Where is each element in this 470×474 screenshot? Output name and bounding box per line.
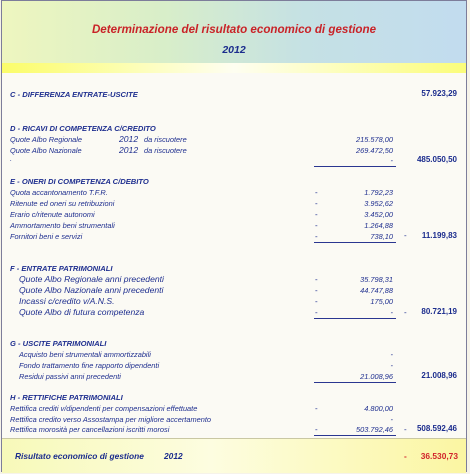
section-f-row-2-label: Quote Albo Nazionale anni precedenti bbox=[19, 285, 164, 295]
section-f-row-2-value: 44.747,88 bbox=[360, 286, 393, 295]
report-header bbox=[2, 1, 466, 63]
result-year: 2012 bbox=[164, 451, 183, 461]
section-e-row-2-label: Ritenute ed oneri su retribuzioni bbox=[10, 199, 115, 208]
section-d-rule bbox=[314, 166, 396, 167]
section-d-title: D - RICAVI DI COMPETENZA C/CREDITO bbox=[10, 124, 156, 133]
section-e-rule bbox=[314, 242, 396, 243]
section-h-row-1-value: 4.800,00 bbox=[364, 404, 393, 413]
section-f-row-3-value: 175,00 bbox=[370, 297, 393, 306]
section-e-row-5-sign: - bbox=[315, 232, 318, 241]
section-g-total: 21.008,96 bbox=[421, 371, 457, 380]
section-e-row-3-label: Erario c/ritenute autonomi bbox=[10, 210, 95, 219]
section-h-row-2-value: - bbox=[390, 415, 393, 424]
section-g-row-3-label: Residui passivi anni precedenti bbox=[19, 372, 121, 381]
section-d-row-1-year: 2012 bbox=[119, 134, 139, 144]
section-f-total: 80.721,19 bbox=[421, 307, 457, 316]
section-h-rule bbox=[314, 435, 396, 436]
section-d-row-2-note: da riscuotere bbox=[144, 146, 187, 155]
section-h-row-1-sign: - bbox=[315, 404, 318, 413]
section-d-row-2-year: 2012 bbox=[119, 145, 139, 155]
section-g-row-1-label: Acquisto beni strumentali ammortizzabili bbox=[19, 350, 151, 359]
section-e-row-5-value: 738,10 bbox=[370, 232, 393, 241]
section-d-row-2-label: Quote Albo Nazionale bbox=[10, 146, 82, 155]
section-g-row-2-label: Fondo trattamento fine rapporto dipendenti bbox=[19, 361, 160, 370]
result-value: 36.530,73 bbox=[420, 451, 458, 461]
section-e-row-4-label: Ammortamento beni strumentali bbox=[10, 221, 115, 230]
section-e-total-sign: - bbox=[404, 231, 407, 240]
section-e-row-3-value: 3.452,00 bbox=[364, 210, 393, 219]
section-e-row-5-label: Fornitori beni e servizi bbox=[10, 232, 83, 241]
section-d-row-2-value: 269.472,50 bbox=[356, 146, 393, 155]
section-f-row-4-sign: - bbox=[315, 308, 318, 317]
section-e-row-2-sign: - bbox=[315, 199, 318, 208]
section-d-row-1-label: Quote Albo Regionale bbox=[10, 135, 83, 144]
section-f-row-1-value: 35.798,31 bbox=[360, 275, 393, 284]
report-year: 2012 bbox=[222, 44, 246, 56]
section-c-title: C - DIFFERENZA ENTRATE-USCITE bbox=[10, 90, 138, 99]
section-d-dash: - bbox=[390, 156, 393, 165]
section-c-total: 57.923,29 bbox=[421, 89, 457, 98]
section-f-rule bbox=[314, 318, 396, 319]
section-f-row-3-sign: - bbox=[315, 297, 318, 306]
result-sign: - bbox=[404, 451, 407, 461]
section-g-row-1-value: - bbox=[390, 350, 393, 359]
section-g-row-3-value: 21.008,96 bbox=[360, 372, 393, 381]
section-e-title: E - ONERI DI COMPETENZA C/DEBITO bbox=[10, 177, 149, 186]
section-f-row-3-label: Incassi c/credito v/A.N.S. bbox=[19, 296, 115, 306]
section-h-row-3-sign: - bbox=[315, 425, 318, 434]
section-f-row-4-label: Quote Albo di futura competenza bbox=[19, 307, 145, 317]
section-e-row-3-sign: - bbox=[315, 210, 318, 219]
section-g-row-2-value: - bbox=[390, 361, 393, 370]
section-f-row-1-label: Quote Albo Regionale anni precedenti bbox=[19, 274, 164, 284]
result-label: Risultato economico di gestione bbox=[15, 451, 144, 461]
section-h-total-sign: - bbox=[404, 425, 407, 434]
section-d-row-1-value: 215.578,00 bbox=[356, 135, 393, 144]
section-e-row-4-value: 1.264,88 bbox=[364, 221, 393, 230]
result-footer bbox=[2, 438, 466, 473]
section-f-row-4-value: - bbox=[390, 308, 393, 317]
section-e-row-2-value: 3.952,62 bbox=[364, 199, 393, 208]
report-page bbox=[1, 0, 467, 472]
header-band bbox=[2, 63, 466, 73]
section-h-row-2-label: Rettifica credito verso Assostampa per migliore accertamento bbox=[10, 415, 211, 424]
section-e-row-1-sign: - bbox=[315, 188, 318, 197]
section-h-title: H - RETTIFICHE PATRIMONIALI bbox=[10, 393, 123, 402]
section-h-row-3-label: Rettifica morosità per cancellazioni iscritti morosi bbox=[10, 425, 170, 434]
section-f-total-sign: - bbox=[404, 308, 407, 317]
report-title: Determinazione del risultato economico di gestione bbox=[91, 23, 377, 36]
section-h-total: 508.592,46 bbox=[416, 424, 457, 433]
section-e-row-1-value: 1.792,23 bbox=[364, 188, 393, 197]
section-g-rule bbox=[314, 382, 396, 383]
section-h-row-1-label: Rettifica crediti v/dipendenti per compensazioni effettuate bbox=[10, 404, 198, 413]
section-f-row-1-sign: - bbox=[315, 275, 318, 284]
section-e-total: 11.199,83 bbox=[421, 231, 457, 240]
section-g-title: G - USCITE PATRIMONIALI bbox=[10, 339, 107, 348]
section-e-row-1-label: Quota accantonamento T.F.R. bbox=[10, 188, 108, 197]
section-d-total: 485.050,50 bbox=[416, 155, 457, 164]
section-d-dot: . bbox=[10, 154, 13, 163]
section-f-row-2-sign: - bbox=[315, 286, 318, 295]
section-h-row-3-value: 503.792,46 bbox=[356, 425, 393, 434]
section-f-title: F - ENTRATE PATRIMONIALI bbox=[10, 264, 113, 273]
section-e-row-4-sign: - bbox=[315, 221, 318, 230]
section-d-row-1-note: da riscuotere bbox=[144, 135, 187, 144]
